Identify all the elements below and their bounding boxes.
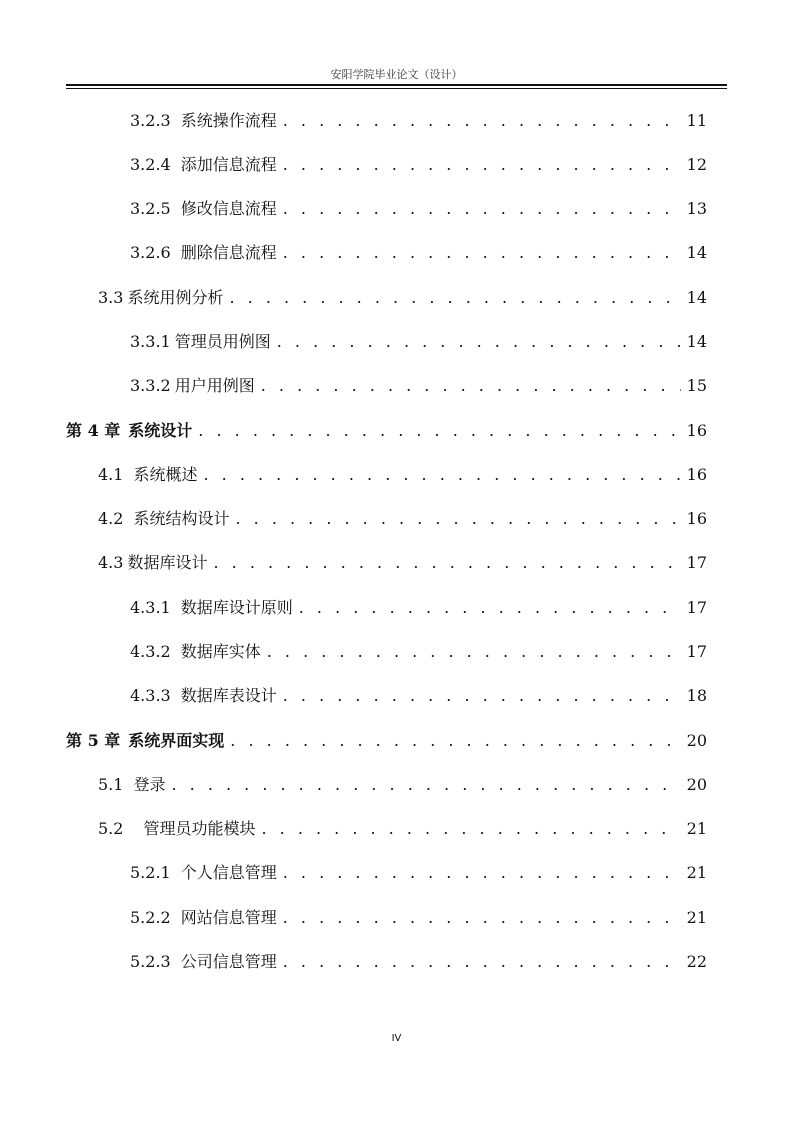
toc-entry-4-3-2[interactable] <box>130 639 707 661</box>
toc-page: 15 <box>686 376 707 395</box>
toc-title: 添加信息流程 <box>180 155 277 174</box>
toc-title: 系统界面实现 <box>128 731 225 750</box>
toc-title: 系统设计 <box>128 421 193 440</box>
toc-title: 登录 <box>133 775 166 794</box>
toc-number: 5.2 <box>98 819 124 838</box>
toc-number: 4.1 <box>98 465 124 484</box>
toc-entry-3-3-2[interactable] <box>130 373 707 395</box>
toc-title: 系统操作流程 <box>180 111 277 130</box>
toc-page: 21 <box>686 819 707 838</box>
toc-number: 5.1 <box>98 775 124 794</box>
toc-title: 系统结构设计 <box>133 509 230 528</box>
toc-page: 20 <box>686 775 707 794</box>
toc-entry-4-2[interactable] <box>98 506 707 528</box>
toc-entry-5-2-1[interactable] <box>130 860 707 882</box>
toc-number: 4.3.2 <box>130 642 171 661</box>
toc-page: 13 <box>686 199 707 218</box>
toc-leader-dots <box>283 952 681 971</box>
toc-entry-5-2-2[interactable] <box>130 905 707 927</box>
toc-page: 22 <box>686 952 707 971</box>
toc-leader-dots <box>283 199 681 218</box>
toc-entry-3-2-3[interactable] <box>130 108 707 130</box>
toc-page: 17 <box>686 598 707 617</box>
toc-title: 个人信息管理 <box>180 863 277 882</box>
toc-leader-dots <box>283 155 681 174</box>
toc-title: 管理员功能模块 <box>143 819 256 838</box>
toc-title: 网站信息管理 <box>180 908 277 927</box>
toc-leader-dots <box>203 465 680 484</box>
toc-leader-dots <box>283 863 681 882</box>
toc-page: 14 <box>686 243 707 262</box>
toc-title: 数据库设计 <box>127 553 208 572</box>
toc-page: 17 <box>686 642 707 661</box>
toc-title: 系统概述 <box>133 465 198 484</box>
toc-page: 14 <box>686 332 707 351</box>
toc-entry-4-3-3[interactable] <box>130 683 707 705</box>
toc-title: 系统用例分析 <box>127 288 224 307</box>
toc-page: 20 <box>686 731 707 750</box>
toc-entry-3-3-1[interactable] <box>130 329 707 351</box>
toc-title: 数据库实体 <box>180 642 261 661</box>
toc-entry-4-3[interactable] <box>98 550 707 572</box>
page-header: 安阳学院毕业论文（设计） <box>330 68 463 81</box>
toc-title: 用户用例图 <box>174 376 255 395</box>
toc-page: 12 <box>686 155 707 174</box>
toc-leader-dots <box>261 376 681 395</box>
toc-title: 删除信息流程 <box>180 243 277 262</box>
toc-entry-chapter-5[interactable] <box>66 728 707 750</box>
toc-page: 18 <box>686 686 707 705</box>
toc-number: 4.2 <box>98 509 124 528</box>
toc-title: 公司信息管理 <box>180 952 277 971</box>
toc-leader-dots <box>235 509 680 528</box>
toc-entry-3-2-4[interactable] <box>130 152 707 174</box>
toc-entry-3-3[interactable] <box>98 285 707 307</box>
toc-number: 3.3 <box>98 288 124 307</box>
toc-entry-3-2-6[interactable] <box>130 240 707 262</box>
toc-entry-5-1[interactable] <box>98 772 707 794</box>
toc-leader-dots <box>261 819 680 838</box>
toc-number: 第 4 章 <box>66 421 121 440</box>
toc-entry-chapter-4[interactable] <box>66 418 707 440</box>
toc-leader-dots <box>229 288 680 307</box>
toc-title: 数据库设计原则 <box>180 598 293 617</box>
toc-entry-4-1[interactable] <box>98 462 707 484</box>
toc-number: 4.3 <box>98 553 124 572</box>
toc-leader-dots <box>213 553 680 572</box>
toc-number: 3.3.1 <box>130 332 171 351</box>
toc-entry-5-2[interactable] <box>98 816 707 838</box>
toc-entry-5-2-3[interactable] <box>130 949 707 971</box>
toc-leader-dots <box>283 243 681 262</box>
toc-number: 第 5 章 <box>66 731 121 750</box>
toc-number: 4.3.3 <box>130 686 171 705</box>
toc-leader-dots <box>283 908 681 927</box>
toc-title: 数据库表设计 <box>180 686 277 705</box>
toc-leader-dots <box>283 111 681 130</box>
toc-number: 3.2.6 <box>130 243 171 262</box>
toc-page: 21 <box>686 908 707 927</box>
toc-leader-dots <box>277 332 681 351</box>
toc-leader-dots <box>198 421 680 440</box>
toc-number: 3.2.4 <box>130 155 171 174</box>
toc-leader-dots <box>171 775 680 794</box>
toc-number: 3.3.2 <box>130 376 171 395</box>
toc-entry-3-2-5[interactable] <box>130 196 707 218</box>
toc-number: 4.3.1 <box>130 598 171 617</box>
toc-leader-dots <box>299 598 681 617</box>
toc-title: 修改信息流程 <box>180 199 277 218</box>
toc-page: 16 <box>686 421 707 440</box>
toc-number: 5.2.3 <box>130 952 171 971</box>
toc-page: 16 <box>686 465 707 484</box>
toc-leader-dots <box>283 686 681 705</box>
toc-page: 16 <box>686 509 707 528</box>
toc-number: 5.2.2 <box>130 908 171 927</box>
toc-number: 3.2.5 <box>130 199 171 218</box>
toc-page: 21 <box>686 863 707 882</box>
toc-page: 11 <box>686 111 707 130</box>
toc-number: 3.2.3 <box>130 111 171 130</box>
toc-number: 5.2.1 <box>130 863 171 882</box>
toc-leader-dots <box>267 642 681 661</box>
toc-leader-dots <box>230 731 680 750</box>
toc-page: 14 <box>686 288 707 307</box>
toc-title: 管理员用例图 <box>174 332 271 351</box>
toc-page: 17 <box>686 553 707 572</box>
toc-entry-4-3-1[interactable] <box>130 595 707 617</box>
page-number: IV <box>391 1033 402 1044</box>
